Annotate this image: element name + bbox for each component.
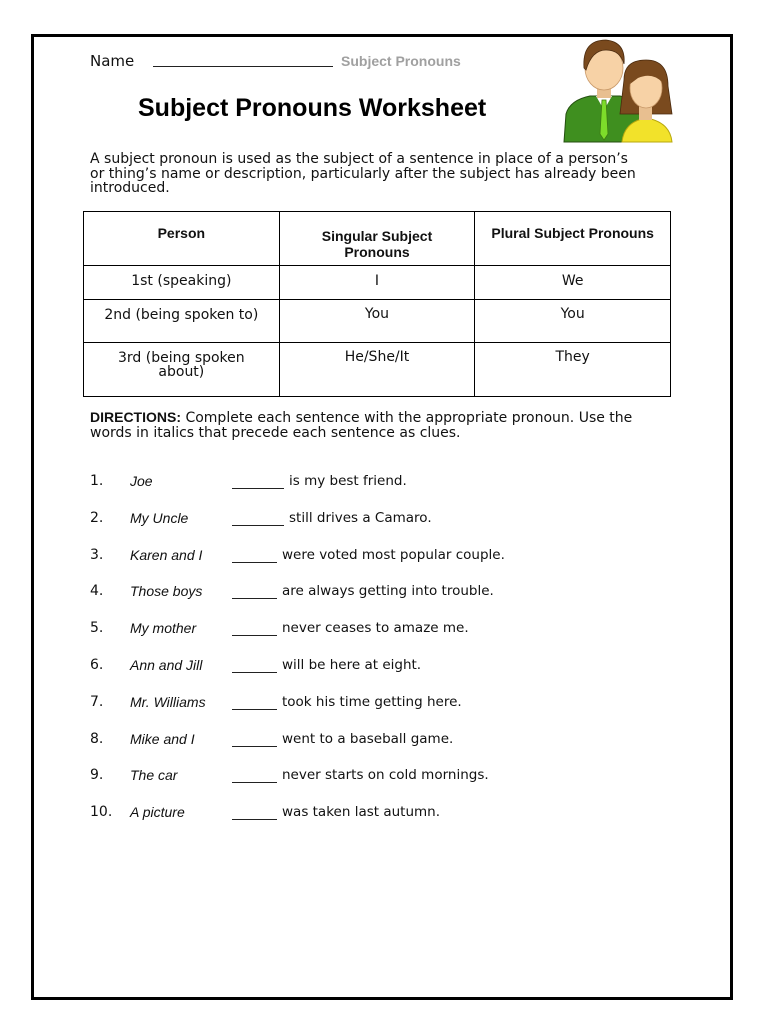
question-number: 1. — [90, 473, 104, 489]
question-sentence: still drives a Camaro. — [289, 509, 432, 526]
directions-text: Complete each sentence with the appropriate pronoun. Use the — [181, 410, 633, 426]
question-sentence: were voted most popular couple. — [282, 546, 505, 563]
answer-blank[interactable] — [232, 672, 277, 673]
question-number: 10. — [90, 804, 113, 821]
answer-blank[interactable] — [232, 819, 277, 820]
table-row — [84, 343, 671, 397]
table-row — [84, 300, 671, 343]
question-number: 6. — [90, 657, 104, 673]
directions — [90, 410, 675, 440]
cell-person: 1st (speaking) — [84, 266, 280, 300]
answer-blank[interactable] — [232, 746, 277, 747]
question-clue: My Uncle — [130, 509, 189, 526]
question-clue: Karen and I — [130, 546, 203, 563]
answer-blank[interactable] — [232, 525, 284, 526]
answer-blank[interactable] — [232, 488, 284, 489]
question-sentence: never starts on cold mornings. — [282, 767, 489, 784]
question-number: 9. — [90, 767, 104, 784]
header-plural: Plural Subject Pronouns — [475, 212, 671, 266]
question-clue: The car — [130, 767, 178, 784]
intro-paragraph — [90, 152, 675, 196]
question-sentence: will be here at eight. — [282, 657, 422, 673]
question-sentence: was taken last autumn. — [282, 804, 441, 821]
answer-blank[interactable] — [232, 562, 277, 563]
question-number: 5. — [90, 620, 104, 637]
question-clue: My mother — [130, 620, 197, 637]
header-person: Person — [84, 212, 280, 266]
question-number: 3. — [90, 546, 104, 563]
answer-blank[interactable] — [232, 709, 277, 710]
question-clue: Mike and I — [130, 730, 195, 747]
directions-label: DIRECTIONS: — [90, 409, 181, 425]
answer-blank[interactable] — [232, 598, 277, 599]
cell-singular: He/She/It — [279, 343, 475, 397]
directions-line — [90, 410, 675, 426]
worksheet-title: Subject Pronouns Worksheet — [138, 94, 487, 122]
question-clue: Ann and Jill — [130, 657, 203, 673]
cell-plural: We — [475, 266, 671, 300]
question-sentence: is my best friend. — [289, 473, 407, 489]
intro-line: A subject pronoun is used as the subject of a sentence in place of a person’s — [90, 151, 628, 167]
question-number: 7. — [90, 693, 104, 710]
question-sentence: went to a baseball game. — [282, 730, 454, 747]
table-row — [84, 266, 671, 300]
woman-figure — [620, 60, 672, 142]
header-topic: Subject Pronouns — [341, 53, 461, 69]
question-number: 8. — [90, 730, 104, 747]
name-input-line[interactable] — [153, 66, 333, 67]
intro-line: introduced. — [90, 180, 170, 196]
cell-plural: They — [475, 343, 671, 397]
question-clue: Those boys — [130, 583, 203, 600]
cell-singular: I — [279, 266, 475, 300]
question-clue: A picture — [130, 804, 185, 821]
answer-blank[interactable] — [232, 635, 277, 636]
question-sentence: are always getting into trouble. — [282, 583, 494, 600]
name-label: Name — [90, 52, 135, 70]
intro-line: or thing’s name or description, particularly after the subject has already been — [90, 165, 636, 182]
cell-person: 3rd (being spoken about) — [84, 343, 280, 397]
header-singular: Singular Subject Pronouns — [279, 212, 475, 266]
question-number: 2. — [90, 509, 104, 526]
directions-line: words in italics that precede each sentence as clues. — [90, 424, 461, 441]
answer-blank[interactable] — [232, 782, 277, 783]
question-clue: Mr. Williams — [130, 693, 206, 710]
question-sentence: never ceases to amaze me. — [282, 620, 469, 637]
cell-plural: You — [475, 300, 671, 343]
pronoun-table — [83, 211, 671, 397]
question-sentence: took his time getting here. — [282, 693, 462, 710]
cell-singular: You — [279, 300, 475, 343]
question-number: 4. — [90, 583, 104, 600]
cell-person: 2nd (being spoken to) — [84, 300, 280, 343]
question-clue: Joe — [130, 473, 153, 489]
people-illustration — [562, 34, 702, 146]
table-header-row — [84, 212, 671, 266]
